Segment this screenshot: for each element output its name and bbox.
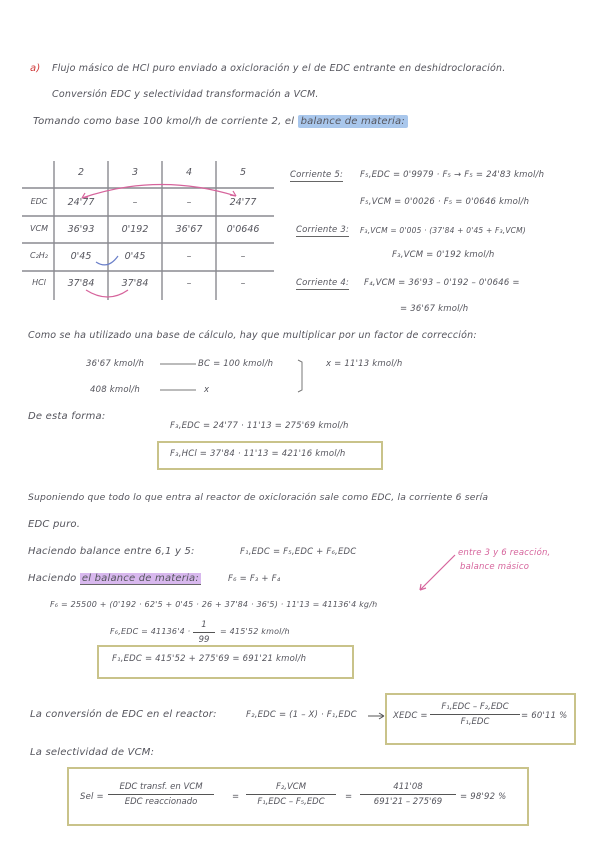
stream5-eq2: F₅,VCM = 0'0026 · F₅ = 0'0646 kmol/h [360, 197, 530, 207]
selectivity-label: Sel = [80, 792, 104, 802]
stream4-eq1: F₄,VCM = 36'93 – 0'192 – 0'0646 = [364, 278, 520, 288]
stream5-eq1: F₅,EDC = 0'9979 · F₅ → F₅ = 24'83 kmol/h [360, 170, 545, 180]
table-cell: – [240, 278, 246, 289]
table-cell: 0'192 [121, 224, 149, 235]
table-row-label: VCM [30, 224, 48, 233]
stream4-eq2: = 36'67 kmol/h [400, 304, 469, 314]
table-cell: 37'84 [121, 278, 149, 289]
table-cell: 36'93 [67, 224, 95, 235]
table-row-label: C₂H₂ [29, 251, 48, 260]
selectivity-fraction-1 [108, 782, 214, 807]
table-col-header: 4 [185, 167, 193, 178]
selectivity-eq1: = [232, 792, 240, 802]
problem-statement-line2: Conversión EDC y selectividad transformación a VCM. [52, 89, 319, 100]
note-arrow [420, 555, 455, 590]
f6-eq: F₆ = 25500 + (0'192 · 62'5 + 0'45 · 26 + 37'84 · 36'5) · 11'13 = 41136'4 kg/h [50, 600, 378, 609]
table-cell: 0'45 [124, 251, 146, 262]
sel-f2-den: F₁,EDC – F₅,EDC [257, 797, 325, 807]
rule2-left: 408 kmol/h [90, 385, 140, 395]
conversion-x-label: XEDC = [393, 711, 428, 721]
stream5-label: Corriente 5: [290, 170, 344, 180]
oxy-paragraph-1: Suponiendo que todo lo que entra al reactor de oxicloración sale como EDC, la corriente 6 sería [28, 492, 489, 503]
sel-f1-den: EDC reaccionado [124, 797, 198, 807]
item-label: a) [30, 63, 41, 74]
selectivity-text: La selectividad de VCM: [30, 747, 155, 758]
f6-edc-num: 1 [193, 620, 215, 633]
selectivity-fraction-3 [360, 782, 456, 807]
note-line2: balance másico [460, 562, 530, 572]
hcl-link-arrow [86, 290, 128, 297]
f6-edc-result: = 415'52 kmol/h [220, 627, 290, 636]
table-cell: 24'77 [229, 197, 257, 208]
table-cell: – [132, 197, 138, 208]
f1-edc-eq: F₁,EDC = 415'52 + 275'69 = 691'21 kmol/h [112, 654, 307, 664]
balance2-eq: F₆ = F₃ + F₄ [228, 574, 281, 584]
table-cell: 0'0646 [226, 224, 260, 235]
f6-edc-fraction [193, 620, 215, 645]
table-cell: 0'45 [70, 251, 92, 262]
conversion-den: F₁,EDC [460, 717, 490, 727]
table-col-header: 5 [239, 167, 247, 178]
sel-f1-num: EDC transf. en VCM [108, 782, 214, 795]
selectivity-result: = 98'92 % [460, 792, 507, 802]
f3-hcl-eq: F₃,HCl = 37'84 · 11'13 = 421'16 kmol/h [170, 449, 346, 459]
rule2-right: x [204, 385, 210, 395]
table-cell: – [186, 251, 192, 262]
edc-link-arrow [82, 184, 236, 198]
table-row-label: EDC [30, 197, 48, 206]
balance1-eq: F₁,EDC = F₅,EDC + F₆,EDC [240, 547, 357, 557]
table-cell: 36'67 [175, 224, 203, 235]
rule1-right: BC = 100 kmol/h [198, 359, 274, 369]
table-cell: – [240, 251, 246, 262]
sel-f2-num: F₂,VCM [246, 782, 336, 795]
oxy-paragraph-2: EDC puro. [28, 519, 81, 530]
f6-edc-prefix: F₆,EDC = 41136'4 · [110, 627, 191, 636]
f3-edc-eq: F₃,EDC = 24'77 · 11'13 = 275'69 kmol/h [170, 421, 349, 431]
correction-intro: Como se ha utilizado una base de cálculo, hay que multiplicar por un factor de corrección: [28, 330, 477, 341]
basis-text: Tomando como base 100 kmol/h de corriente 2, el balance de materia: [33, 116, 408, 127]
f6-edc-den: 99 [198, 635, 210, 645]
sel-f3-den: 691'21 – 275'69 [373, 797, 443, 807]
conversion-num: F₁,EDC – F₂,EDC [430, 702, 520, 715]
balance2-label: Haciendo el balance de materia: [28, 573, 199, 584]
table-cell: 37'84 [67, 278, 95, 289]
table-cell: – [186, 197, 192, 208]
selectivity-fraction-2 [246, 782, 336, 807]
table-col-header: 2 [77, 167, 85, 178]
table-row-label: HCl [32, 278, 46, 287]
sel-f3-num: 411'08 [360, 782, 456, 795]
problem-statement-line1: Flujo másico de HCl puro enviado a oxicloración y el de EDC entrante en deshidrocloración. [52, 63, 506, 74]
basis-highlight: balance de materia: [298, 115, 408, 128]
stream3-eq1: F₃,VCM = 0'005 · (37'84 + 0'45 + F₃,VCM) [360, 226, 526, 235]
balance1-label: Haciendo balance entre 6,1 y 5: [28, 546, 195, 557]
table-col-header: 3 [131, 167, 139, 178]
note-line1: entre 3 y 6 reacción, [458, 548, 551, 558]
rule1-left: 36'67 kmol/h [86, 359, 145, 369]
conversion-fraction [430, 702, 520, 727]
stream3-eq2: F₃,VCM = 0'192 kmol/h [392, 250, 495, 260]
table-cell: 24'77 [67, 197, 95, 208]
conversion-text: La conversión de EDC en el reactor: [30, 709, 217, 720]
balance2-highlight: el balance de materia: [81, 573, 199, 584]
stream3-label: Corriente 3: [296, 225, 350, 235]
conversion-eq: F₂,EDC = (1 – X) · F₁,EDC [246, 710, 357, 720]
table-cell: – [186, 278, 192, 289]
conversion-result: = 60'11 % [521, 711, 568, 721]
selectivity-eq2: = [345, 792, 353, 802]
stream4-label: Corriente 4: [296, 278, 350, 288]
factor-result: x = 11'13 kmol/h [326, 359, 403, 369]
de-esta-forma: De esta forma: [28, 411, 106, 422]
